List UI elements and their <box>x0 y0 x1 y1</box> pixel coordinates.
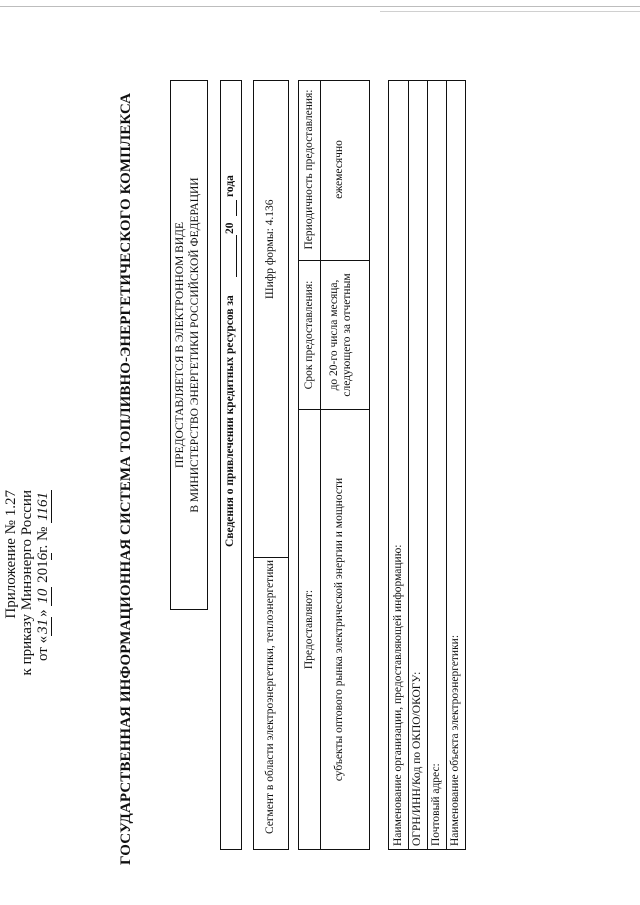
deadline-value-line-2: следующего за отчетным <box>341 273 353 397</box>
segment-divider <box>254 557 288 558</box>
annex-day: 31 <box>35 618 51 634</box>
gis-title: ГОСУДАРСТВЕННАЯ ИНФОРМАЦИОННАЯ СИСТЕМА ТОПЛИВНО-ЭНЕРГЕТИЧЕСКОГО КОМПЛЕКСА <box>118 92 134 865</box>
org-row-rule-3 <box>446 81 447 849</box>
header-periodicity: Периодичность предоставления: <box>303 89 315 250</box>
annex-number: 1161 <box>35 492 51 521</box>
annex-line-3: от «31» 10 2016г. № 1161 <box>35 492 51 662</box>
header-providers: Предоставляют: <box>303 589 315 670</box>
org-info-box <box>388 80 466 850</box>
report-year-blank <box>236 200 237 216</box>
form-code: Шифр формы: 4.136 <box>264 199 276 299</box>
org-ids-label: ОГРН/ИНН/Код по ОКПО/ОКОГУ: <box>411 671 423 846</box>
deadline-value-line-1: до 20-го числа месяца, <box>328 279 340 391</box>
annex-year-digit: 6 <box>35 552 51 561</box>
org-name-label: Наименование организации, предоставляющей информацию: <box>392 544 404 846</box>
report-year-suffix: года <box>224 175 236 197</box>
report-title-box <box>220 80 242 850</box>
annex-month: 10 <box>35 588 51 604</box>
schedule-table <box>298 80 370 850</box>
submit-box <box>170 80 208 610</box>
annex-line-2: к приказу Минэнерго России <box>19 490 35 676</box>
providers-value: субъекты оптового рынка электрической энергии и мощности <box>333 477 345 782</box>
periodicity-value: ежемесячно <box>333 140 345 199</box>
annex-block <box>3 490 52 690</box>
org-row-rule-2 <box>427 81 428 849</box>
segment-text: Сегмент в области электроэнергетики, теплоэнергетики <box>264 559 276 834</box>
org-row-rule-1 <box>408 81 409 849</box>
report-year-prefix: 20 <box>224 222 236 234</box>
segment-box <box>253 80 289 850</box>
report-title-text: Сведения о привлечении кредитных ресурсов за <box>224 295 236 547</box>
facility-name-label: Наименование объекта электроэнергетики: <box>449 634 461 846</box>
postal-address-label: Почтовый адрес: <box>430 763 442 846</box>
annex-line-1: Приложение № 1.27 <box>3 490 19 619</box>
submit-box-line-2: В МИНИСТЕРСТВО ЭНЕРГЕТИКИ РОССИЙСКОЙ ФЕДЕРАЦИИ <box>189 177 201 513</box>
header-deadline: Срок предоставления: <box>303 280 315 390</box>
schedule-header-rule <box>320 81 321 849</box>
submit-box-line-1: ПРЕДОСТАВЛЯЕТСЯ В ЭЛЕКТРОННОМ ВИДЕ <box>174 221 186 469</box>
report-period-blank <box>236 235 237 277</box>
